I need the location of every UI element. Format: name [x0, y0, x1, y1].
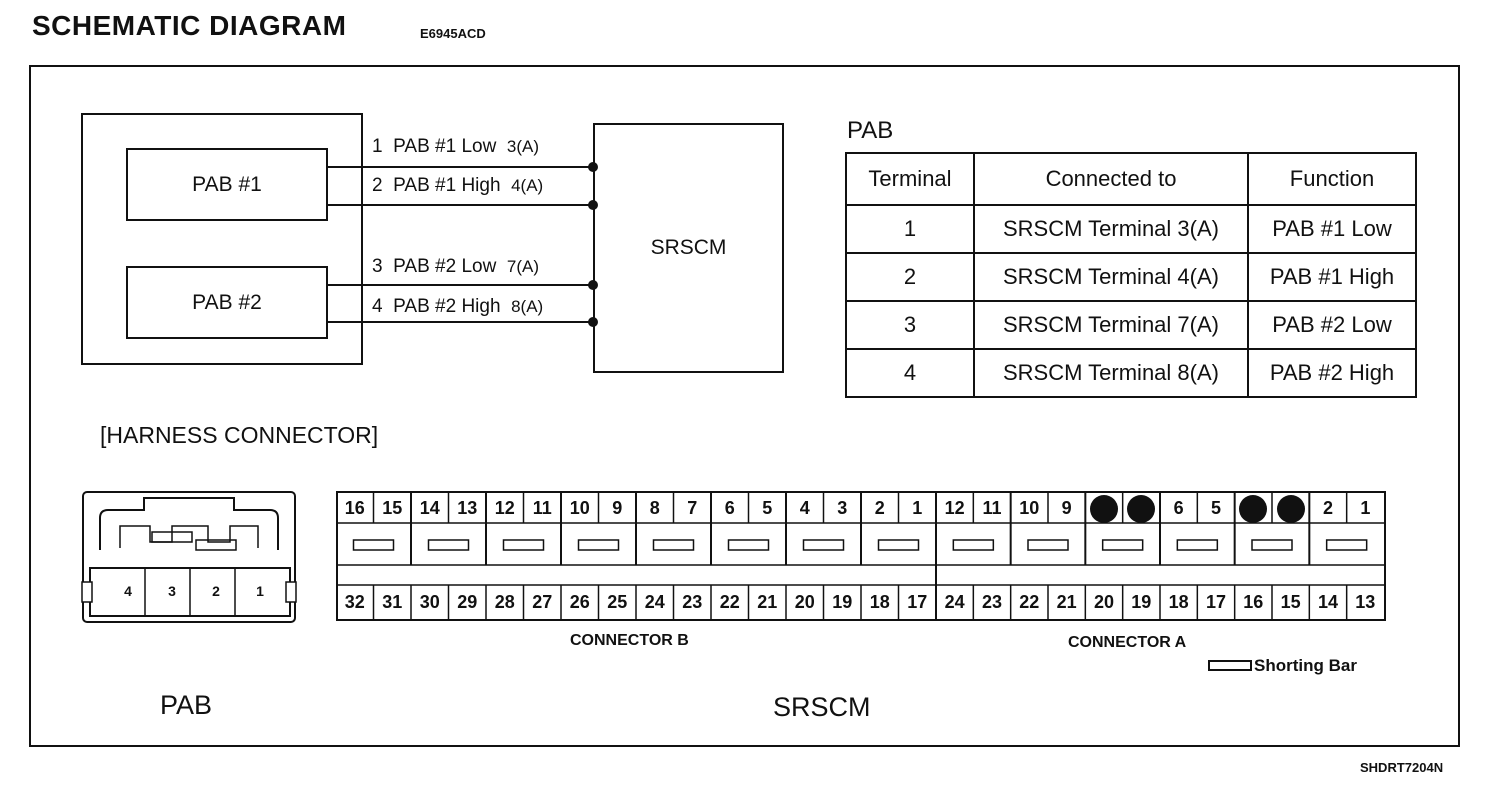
table-row	[846, 349, 1416, 397]
cell-function: PAB #1 High	[1248, 253, 1416, 301]
connector-b-pin: 20	[794, 592, 815, 612]
cell-terminal: 3	[846, 301, 974, 349]
connector-a-pin: 9	[1061, 498, 1072, 518]
connector-a-pin: 24	[944, 592, 965, 612]
connector-a-label: CONNECTOR A	[1068, 634, 1187, 651]
connector-b-pin: 26	[569, 592, 590, 612]
connector-b-pin: 22	[719, 592, 740, 612]
shorting-bar-icon	[1208, 660, 1252, 671]
empty-terminal-icon	[1239, 495, 1267, 523]
pab-pin: 3	[168, 583, 176, 599]
connector-a-pin: 15	[1280, 592, 1301, 612]
cell-function: PAB #2 High	[1248, 349, 1416, 397]
connector-b-pin: 10	[569, 498, 590, 518]
cell-connected-to: SRSCM Terminal 3(A)	[974, 205, 1248, 253]
connector-b-pin: 30	[419, 592, 440, 612]
table-row	[846, 205, 1416, 253]
pab2-box: PAB #2	[126, 266, 328, 339]
connector-a-pin: 20	[1093, 592, 1114, 612]
page-title: SCHEMATIC DIAGRAM	[32, 10, 347, 41]
cell-connected-to: SRSCM Terminal 4(A)	[974, 253, 1248, 301]
pab-table-caption: PAB	[847, 117, 894, 144]
cell-terminal: 1	[846, 205, 974, 253]
connector-b-label: CONNECTOR B	[570, 632, 689, 649]
wire-label-2: 2 PAB #1 High 4(A)	[372, 175, 544, 196]
pab-connector-pins	[90, 568, 300, 616]
header-terminal: Terminal	[846, 153, 974, 205]
connector-b-pin: 17	[907, 592, 928, 612]
cell-connected-to: SRSCM Terminal 8(A)	[974, 349, 1248, 397]
connector-a-pin: 11	[982, 498, 1002, 518]
empty-terminal-icon	[1090, 495, 1118, 523]
cell-terminal: 2	[846, 253, 974, 301]
pab-pin: 1	[256, 583, 264, 599]
connector-b-pin: 8	[649, 498, 660, 518]
srscm-caption: SRSCM	[773, 692, 871, 722]
empty-terminal-icon	[1277, 495, 1305, 523]
connector-b-pin: 19	[832, 592, 853, 612]
pab-table-header	[846, 153, 1416, 205]
srscm-box: SRSCM	[593, 123, 784, 373]
connector-a-pin: 21	[1056, 592, 1077, 612]
connector-a-pin: 17	[1205, 592, 1226, 612]
connector-b-pin: 12	[494, 498, 515, 518]
connector-b-pin: 14	[419, 498, 440, 518]
shorting-bar-legend: Shorting Bar	[1254, 656, 1357, 675]
connector-b-pin: 2	[874, 498, 885, 518]
connector-b-pin: 29	[457, 592, 478, 612]
table-row	[846, 253, 1416, 301]
connector-a-pin: 10	[1019, 498, 1040, 518]
connector-b-pin: 32	[344, 592, 365, 612]
connector-b-pin: 31	[382, 592, 403, 612]
harness-connector-title: [HARNESS CONNECTOR]	[100, 422, 379, 448]
connector-b-pin: 4	[799, 498, 810, 518]
pab-pin: 2	[212, 583, 220, 599]
table-row	[846, 301, 1416, 349]
connector-b-pin: 11	[532, 498, 552, 518]
connector-b-pin: 1	[912, 498, 923, 518]
connector-b-pin: 18	[869, 592, 890, 612]
connector-a-pin: 1	[1360, 498, 1371, 518]
cell-function: PAB #1 Low	[1248, 205, 1416, 253]
pab1-box: PAB #1	[126, 148, 328, 221]
connector-b-pin: 5	[762, 498, 773, 518]
connector-b-pin: 7	[687, 498, 698, 518]
pab-caption: PAB	[160, 690, 213, 720]
connector-b-pin: 15	[382, 498, 403, 518]
connector-a-pin: 23	[981, 592, 1002, 612]
pab-table	[845, 152, 1417, 398]
document-code: E6945ACD	[420, 26, 486, 41]
connector-b-pin: 24	[644, 592, 665, 612]
footer-code: SHDRT7204N	[1360, 760, 1444, 775]
connector-a-pin: 6	[1173, 498, 1184, 518]
wire-label-4: 4 PAB #2 High 8(A)	[372, 296, 544, 317]
header-connected-to: Connected to	[974, 153, 1248, 205]
wire-label-1: 1 PAB #1 Low 3(A)	[372, 136, 539, 157]
empty-terminal-icon	[1127, 495, 1155, 523]
pab-pin: 4	[124, 583, 132, 599]
cell-terminal: 4	[846, 349, 974, 397]
connector-a-pin: 2	[1322, 498, 1333, 518]
connector-a-pin: 5	[1210, 498, 1221, 518]
connector-a-pin: 12	[944, 498, 965, 518]
connector-a-pin: 13	[1355, 592, 1376, 612]
connector-a-pin: 19	[1131, 592, 1152, 612]
connector-b-pin: 6	[724, 498, 735, 518]
connector-a-pin: 16	[1243, 592, 1264, 612]
connector-b-pin: 23	[682, 592, 703, 612]
connector-a-pin: 22	[1019, 592, 1040, 612]
cell-function: PAB #2 Low	[1248, 301, 1416, 349]
srscm-pin-layer	[336, 491, 1388, 623]
connector-b-pin: 28	[494, 592, 515, 612]
connector-b-pin: 3	[837, 498, 848, 518]
connector-b-pin: 9	[612, 498, 623, 518]
connector-a-pin: 18	[1168, 592, 1189, 612]
connector-b-pin: 27	[532, 592, 553, 612]
wire-label-3: 3 PAB #2 Low 7(A)	[372, 256, 539, 277]
cell-connected-to: SRSCM Terminal 7(A)	[974, 301, 1248, 349]
connector-b-pin: 25	[607, 592, 628, 612]
header-function: Function	[1248, 153, 1416, 205]
connector-b-pin: 21	[757, 592, 778, 612]
connector-b-pin: 16	[344, 498, 365, 518]
connector-b-pin: 13	[457, 498, 478, 518]
connector-a-pin: 14	[1317, 592, 1338, 612]
